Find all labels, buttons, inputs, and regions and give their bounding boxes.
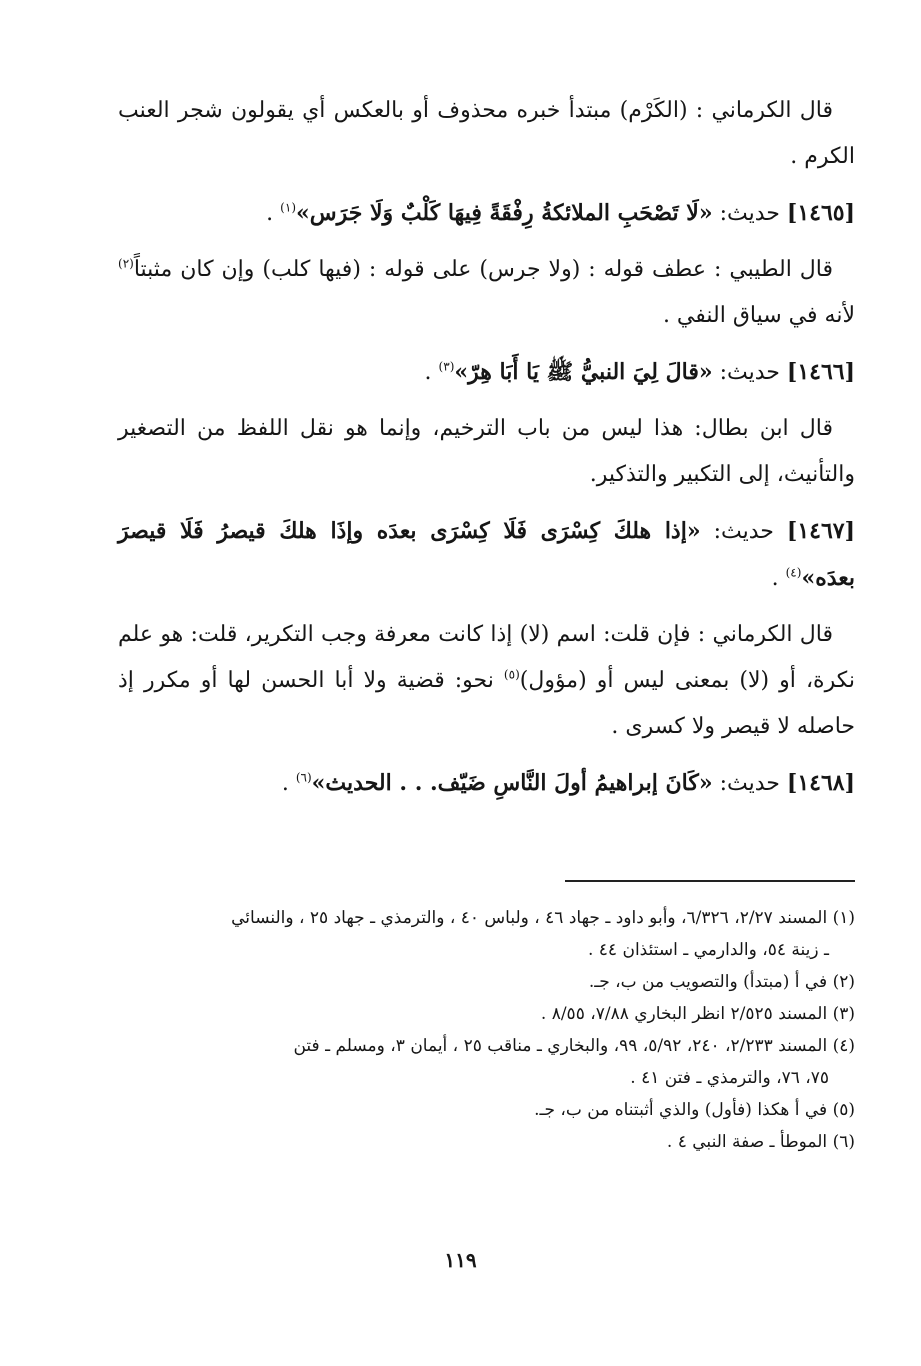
hadith-number: [١٤٦٥]	[786, 200, 855, 226]
footnote	[130, 1030, 855, 1094]
footnote	[130, 1126, 855, 1158]
footnote-marker: (٥)	[503, 667, 520, 682]
hadith-tail: .	[424, 360, 432, 385]
footnote-marker: (٤)	[785, 565, 802, 580]
footnote-continuation: ٧٥، ٧٦، والترمذي ـ فتن ٤١ .	[630, 1068, 829, 1088]
footnote-text: المسند ٢/٢٧، ٦/٣٢٦، وأبو داود ـ جهاد ٤٦ ، ولباس ٤٠ ، والترمذي ـ جهاد ٢٥ ، والنسائي	[231, 908, 828, 928]
hadith-label: حديث:	[719, 360, 780, 385]
footnote-marker: (٦)	[295, 770, 312, 785]
footnote-marker: (١)	[280, 200, 296, 215]
footnote-continuation: ـ زينة ٥٤، والدارمي ـ استئذان ٤٤ .	[587, 940, 829, 960]
hadith-entry	[118, 508, 855, 602]
footnote-text: في أ هكذا (فأول) والذي أثبتناه من ب، جـ.	[534, 1100, 828, 1120]
footnote-number: (١)	[832, 908, 855, 928]
hadith-text: «كَانَ إبراهيمُ أولَ النَّاسِ ضَيّف. . . الحديث»	[311, 770, 713, 796]
footnote	[130, 902, 855, 966]
main-text	[118, 88, 855, 817]
commentary-paragraph: قال الكرماني : فإن قلت: اسم (لا) إذا كانت معرفة وجب التكرير، قلت: هو علم نكرة، أو (لا) بمعنى ليس أو (مؤول)$^{(٥)}$ نحو: قضية ولا أبا الحسن لها أو مكرر إذ حاصله لا قيصر ولا كسرى .	[118, 622, 855, 739]
hadith-tail: .	[281, 771, 289, 796]
footnote-text: المسند ٢/٢٣٣، ٢٤٠، ٥/٩٢، ٩٩، والبخاري ـ مناقب ٢٥ ، أيمان ٣، ومسلم ـ فتن	[293, 1036, 828, 1056]
footnote-text: الموطأ ـ صفة النبي ٤ .	[666, 1132, 828, 1152]
hadith-number: [١٤٦٨]	[786, 770, 855, 796]
footnote	[130, 998, 855, 1030]
footnote-text: المسند ٢/٥٢٥ انظر البخاري ٧/٨٨، ٨/٥٥ .	[540, 1004, 828, 1024]
footnote	[130, 966, 855, 998]
footnote	[130, 1094, 855, 1126]
footnote-separator	[565, 880, 855, 882]
footnote-number: (٢)	[832, 972, 855, 992]
hadith-text: «لَا تَصْحَبِ الملائكةُ رِفْقَةً فِيهَا كَلْبٌ وَلَا جَرَس»	[296, 200, 713, 226]
footnote-number: (٣)	[832, 1004, 855, 1024]
hadith-entry	[118, 349, 855, 396]
hadith-tail: .	[771, 566, 779, 591]
commentary-paragraph: قال الطيبي : عطف قوله : (ولا جرس) على قوله : (فيها كلب) وإن كان مثبتاً$^{(٢)}$ لأنه في سياق النفي .	[118, 256, 855, 328]
commentary-paragraph: قال الكرماني : (الكَرْم) مبتدأ خبره محذوف أو بالعكس أي يقولون شجر العنب الكرم .	[118, 98, 855, 169]
footnote-marker: (٢)	[118, 256, 134, 271]
hadith-label: حديث:	[713, 519, 774, 544]
hadith-tail: .	[266, 201, 274, 226]
hadith-text: «قالَ لِيَ النبيُّ ﷺ يَا أَبَا هِرّ»	[454, 359, 713, 385]
footnote-text: في أ (مبتدأ) والتصويب من ب، جـ.	[588, 972, 828, 992]
commentary-paragraph: قال ابن بطال: هذا ليس من باب الترخيم، وإنما هو نقل اللفظ من التصغير والتأنيث، إلى التكبير والتذكير.	[118, 416, 855, 487]
footnote-number: (٦)	[832, 1132, 855, 1152]
footnote-number: (٤)	[832, 1036, 855, 1056]
hadith-entry	[118, 760, 855, 807]
hadith-label: حديث:	[719, 201, 780, 226]
footnote-marker: (٣)	[438, 359, 455, 374]
hadith-label: حديث:	[719, 771, 780, 796]
footnote-number: (٥)	[832, 1100, 855, 1120]
hadith-text: «إذا هلكَ كِسْرَى فَلَا كِسْرَى بعدَه وإذَا هلكَ قيصرُ فَلَا قيصرَ بعدَه»	[118, 518, 855, 591]
page-number: ١١٩	[444, 1248, 477, 1272]
hadith-number: [١٤٦٧]	[786, 518, 855, 544]
hadith-entry	[118, 190, 855, 237]
hadith-number: [١٤٦٦]	[786, 359, 855, 385]
footnotes	[130, 902, 855, 1158]
